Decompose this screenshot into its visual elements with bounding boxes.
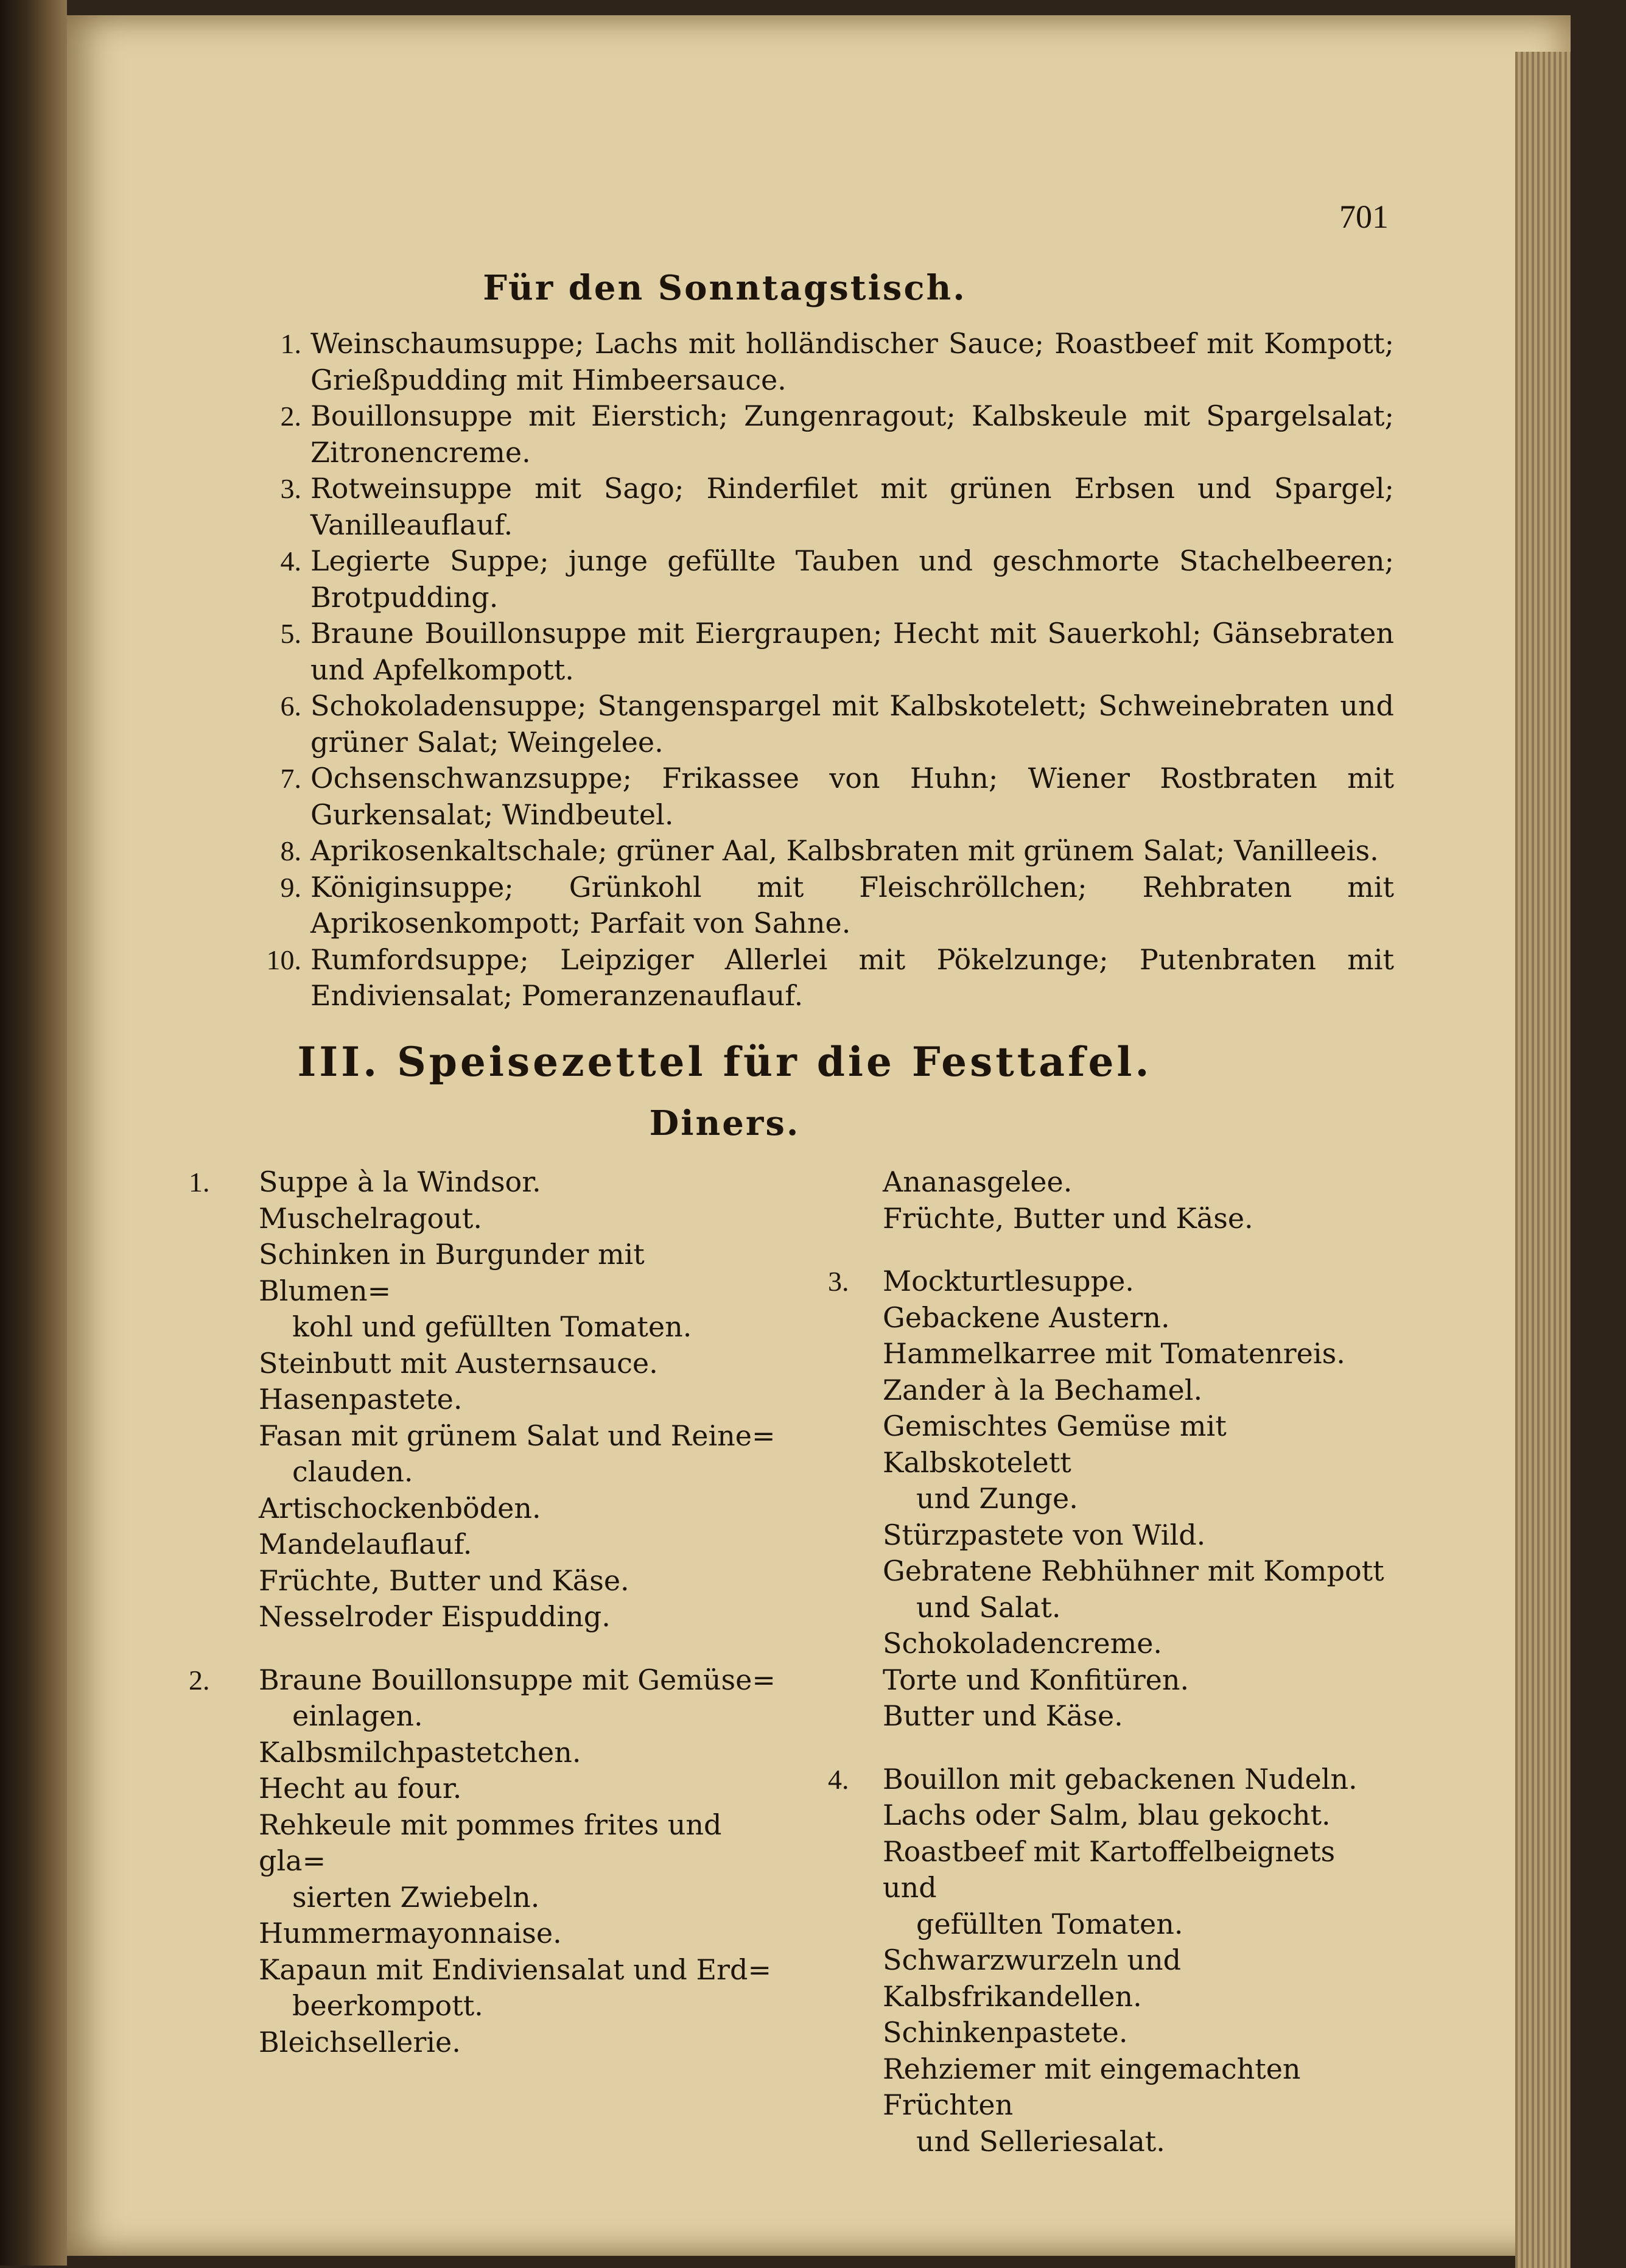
- dish: Bouillon mit gebackenen Nudeln.: [883, 1762, 1358, 1796]
- dish: Hasenpastete.: [259, 1383, 463, 1416]
- dish: Torte und Konfitüren.: [883, 1663, 1190, 1696]
- menu-number: 3.: [828, 1266, 849, 1297]
- dish: Gebackene Austern.: [883, 1301, 1170, 1334]
- right-column: [816, 1164, 1391, 2186]
- item-number: 5.: [280, 618, 301, 649]
- item-number: 2.: [280, 401, 301, 432]
- dish-continuation: sierten Zwiebeln.: [292, 1880, 540, 1914]
- menu-lines: [883, 1761, 1391, 2160]
- list-item: [256, 471, 1394, 543]
- dish: Zander à la Bechamel.: [883, 1373, 1203, 1406]
- dish: Schwarzwurzeln und Kalbsfrikandellen.: [883, 1943, 1182, 2013]
- dish: Roastbeef mit Kartoffelbeignets und: [883, 1834, 1336, 1904]
- list-item: [256, 760, 1394, 833]
- item-text: Rotweinsuppe mit Sago; Rinderfilet mit grünen Erbsen und Spargel; Vanilleauflauf.: [310, 472, 1394, 541]
- dish-continuation: kohl und gefüllten Tomaten.: [292, 1310, 692, 1343]
- item-number: 9.: [280, 871, 301, 903]
- dish: Mockturtlesuppe.: [883, 1265, 1134, 1297]
- item-number: 4.: [280, 546, 301, 577]
- item-number: 7.: [280, 763, 301, 794]
- list-item: [256, 543, 1394, 616]
- menu-lines: [883, 1263, 1391, 1735]
- item-text: Ochsenschwanzsuppe; Frikassee von Huhn; Wiener Rostbraten mit Gurkensalat; Windbeutel.: [310, 762, 1394, 831]
- diners-heading: Diners.: [649, 1103, 801, 1143]
- sunday-heading: Für den Sonntagstisch.: [483, 268, 967, 308]
- menu-lines: [259, 1164, 782, 1635]
- item-text: Aprikosenkaltschale; grüner Aal, Kalbsbraten mit grünem Salat; Vanilleeis.: [310, 834, 1379, 867]
- list-item: [256, 833, 1394, 869]
- dish: Lachs oder Salm, blau gekocht.: [883, 1799, 1331, 1831]
- dish: Fasan mit grünem Salat und Reine=: [259, 1419, 776, 1452]
- menu-2-block: [189, 1662, 782, 2061]
- list-item: [256, 869, 1394, 942]
- sunday-menu-list: [256, 326, 1394, 1014]
- dish-continuation: und Salat.: [916, 1590, 1061, 1624]
- dish-continuation: gefüllten Tomaten.: [916, 1907, 1183, 1940]
- menu-2-continued: [816, 1164, 1391, 1237]
- menu-number: 2.: [189, 1664, 210, 1696]
- dish: Schinken in Burgunder mit Blumen=: [259, 1238, 645, 1307]
- dish: Kalbsmilchpastetchen.: [259, 1735, 581, 1769]
- item-text: Rumfordsuppe; Leipziger Allerlei mit Pökelzunge; Putenbraten mit Endiviensalat; Pomeranzenauflauf.: [310, 943, 1394, 1012]
- item-number: 1.: [280, 328, 301, 359]
- dish-continuation: einlagen.: [292, 1699, 423, 1732]
- dish-continuation: und Zunge.: [916, 1482, 1078, 1515]
- menu-number: 4.: [828, 1763, 849, 1795]
- dish: Schinkenpastete.: [883, 2016, 1128, 2049]
- menu-3-block: [816, 1263, 1391, 1735]
- item-text: Braune Bouillonsuppe mit Eiergraupen; Hecht mit Sauerkohl; Gänsebraten und Apfelkompott.: [310, 617, 1394, 686]
- item-text: Königinsuppe; Grünkohl mit Fleischröllchen; Rehbraten mit Aprikosenkompott; Parfait von Sahne.: [310, 870, 1394, 939]
- menu-number: 1.: [189, 1167, 210, 1198]
- dish: Bleichsellerie.: [259, 2025, 461, 2059]
- dish: Rehkeule mit pommes frites und gla=: [259, 1808, 722, 1877]
- dish: Hammelkarree mit Tomatenreis.: [883, 1337, 1345, 1370]
- menu-4-block: [816, 1761, 1391, 2160]
- list-item: [256, 398, 1394, 471]
- dish: Braune Bouillonsuppe mit Gemüse=: [259, 1663, 776, 1696]
- item-number: 3.: [280, 473, 301, 504]
- item-text: Schokoladensuppe; Stangenspargel mit Kalbskotelett; Schweinebraten und grüner Salat; Weingelee.: [310, 689, 1394, 759]
- dish: Gemischtes Gemüse mit Kalbskotelett: [883, 1410, 1227, 1479]
- dish-continuation: beerkompott.: [292, 1989, 483, 2022]
- dish: Steinbutt mit Austernsauce.: [259, 1346, 658, 1380]
- dish: Rehziemer mit eingemachten Früchten: [883, 2052, 1301, 2121]
- dish: Früchte, Butter und Käse.: [259, 1564, 629, 1597]
- item-number: 6.: [280, 690, 301, 721]
- menu-lines: [259, 1662, 782, 2061]
- menu-1-block: [189, 1164, 782, 1635]
- page-number: 701: [1339, 198, 1389, 235]
- dish: Stürzpastete von Wild.: [883, 1518, 1206, 1551]
- item-text: Weinschaumsuppe; Lachs mit holländischer Sauce; Roastbeef mit Kompott; Grießpudding mit Himbeersauce.: [310, 327, 1394, 396]
- list-item: [256, 326, 1394, 398]
- dish: Ananasgelee.: [883, 1165, 1073, 1198]
- left-column-text: [189, 1164, 782, 2087]
- item-number: 10.: [266, 944, 301, 975]
- dish: Gebratene Rebhühner mit Kompott: [883, 1554, 1384, 1587]
- menu-lines: [883, 1164, 1391, 1237]
- list-item: [256, 616, 1394, 688]
- dish: Hummermayonnaise.: [259, 1917, 562, 1950]
- dish: Hecht au four.: [259, 1772, 462, 1805]
- dish: Suppe à la Windsor.: [259, 1165, 541, 1198]
- page-edge: [1515, 52, 1571, 2268]
- dish-continuation: und Selleriesalat.: [916, 2124, 1165, 2158]
- dish: Kapaun mit Endiviensalat und Erd=: [259, 1953, 772, 1986]
- dish: Butter und Käse.: [883, 1699, 1123, 1732]
- item-text: Bouillonsuppe mit Eierstich; Zungenragout; Kalbskeule mit Spargelsalat; Zitronencreme.: [310, 399, 1394, 469]
- list-item: [256, 688, 1394, 760]
- dish-continuation: clauden.: [292, 1455, 413, 1488]
- dish: Schokoladencreme.: [883, 1627, 1163, 1660]
- item-text: Legierte Suppe; junge gefüllte Tauben und geschmorte Stachelbeeren; Brotpudding.: [310, 544, 1394, 614]
- dish: Mandelauflauf.: [259, 1528, 472, 1561]
- section-heading: III. Speisezettel für die Festtafel.: [297, 1038, 1152, 1086]
- dish: Nesselroder Eispudding.: [259, 1600, 611, 1633]
- dish: Muschelragout.: [259, 1201, 482, 1235]
- list-item: [256, 942, 1394, 1014]
- dish: Früchte, Butter und Käse.: [883, 1201, 1253, 1235]
- dish: Artischockenböden.: [259, 1491, 541, 1525]
- item-number: 8.: [280, 835, 301, 866]
